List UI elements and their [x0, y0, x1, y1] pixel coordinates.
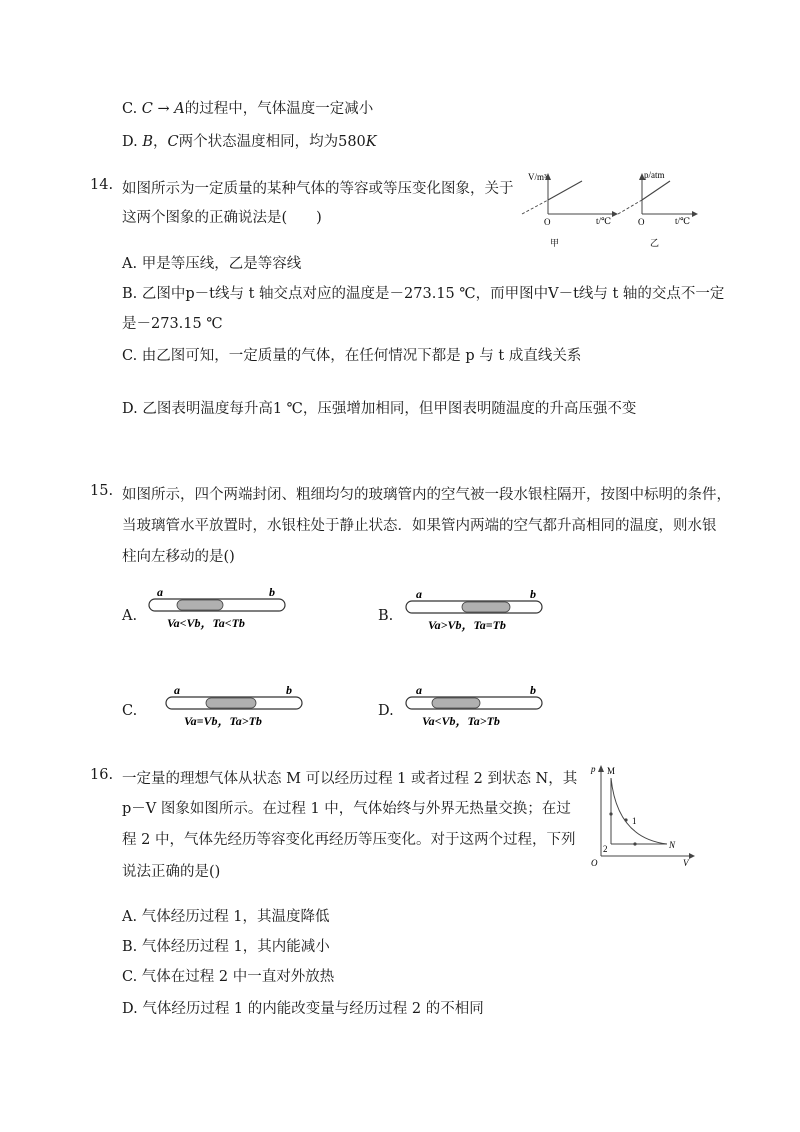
y-label: p/atm [644, 170, 665, 180]
q14-stem-line1: 如图所示为一定质量的某种气体的等容或等压变化图象，关于 [122, 181, 514, 197]
q14-figure [520, 168, 700, 256]
q16-option-a [122, 905, 330, 926]
option-text: 由乙图可知，一定质量的气体，在任何情况下都是 p 与 t 成直线关系 [141, 348, 582, 364]
state-m-label: M [607, 766, 616, 776]
option-letter: C. [122, 969, 138, 985]
mercury-column [432, 698, 480, 708]
option-letter: D. [122, 401, 138, 417]
option-letter: B. [122, 286, 138, 302]
q15-tube-d [402, 682, 552, 732]
q16-stem-line3: 程 2 中，气体先经历等容变化再经历等压变化。对于这两个过程，下列 [122, 832, 576, 848]
q14-number: 14. [90, 177, 114, 193]
process-2-label: 2 [603, 844, 608, 854]
option-text: 乙图表明温度每升高1 ℃，压强增加相同，但甲图表明随温度的升高压强不变 [142, 401, 637, 417]
q15-option-a-letter: A. [122, 608, 138, 624]
q15-tube-b [402, 586, 552, 636]
y-label: V/m³ [528, 172, 547, 182]
q16-stem-line4: 说法正确的是() [122, 864, 221, 880]
graph-yi [618, 170, 698, 248]
option-text: 气体经历过程 1 的内能改变量与经历过程 2 的不相同 [142, 1001, 484, 1017]
q15-stem-line2: 当玻璃管水平放置时，水银柱处于静止状态．如果管内两端的空气都升高相同的温度，则水银 [122, 518, 717, 534]
option-text: 两个状态温度相同，均为 [178, 134, 339, 150]
end-b-label: b [530, 587, 536, 601]
option-letter: D. [122, 1001, 138, 1017]
mercury-column [206, 698, 256, 708]
option-text: 气体经历过程 1，其内能减小 [141, 939, 330, 955]
q16-stem-line2: p－V 图象如图所示。在过程 1 中，气体始终与外界无热量交换；在过 [122, 801, 571, 817]
q16-option-d [122, 997, 484, 1018]
state-b: B [142, 134, 153, 150]
q14-option-b-line2: 是－273.15 ℃ [122, 316, 223, 332]
q14-option-b-line1 [122, 282, 724, 303]
vt-line [548, 181, 582, 200]
q16-number: 16. [90, 767, 114, 783]
option-text: 气体经历过程 1，其温度降低 [141, 909, 330, 925]
temperature-value: 580 [338, 134, 366, 150]
extension-line [618, 200, 642, 214]
option-text: 的过程中，气体温度一定减小 [184, 101, 374, 117]
q14-stem-line2: 这两个图象的正确说法是( ) [122, 210, 322, 226]
q16-option-b [122, 935, 330, 956]
origin-label: O [591, 858, 598, 868]
q13-option-d [122, 130, 377, 151]
q13-option-c [122, 97, 373, 118]
mercury-column [177, 600, 223, 610]
q15-tube-a [145, 584, 295, 634]
end-b-label: b [530, 683, 536, 697]
q14-option-d [122, 397, 636, 418]
q15-number: 15. [90, 483, 114, 499]
state-c: C [167, 134, 179, 150]
q15-tube-c [162, 682, 312, 732]
pt-line [642, 181, 670, 200]
state-a: A [174, 101, 185, 117]
q14-option-a [122, 252, 301, 273]
process-1-curve [611, 778, 667, 844]
option-letter: B. [122, 939, 138, 955]
option-text: 气体在过程 2 中一直对外放热 [141, 969, 335, 985]
q15-stem-line1: 如图所示，四个两端封闭、粗细均匀的玻璃管内的空气被一段水银柱隔开，按图中标明的条件， [122, 487, 731, 503]
q15-option-c-letter: C. [122, 703, 138, 719]
temperature-unit: K [365, 134, 377, 150]
end-a-label: a [416, 587, 422, 601]
state-c: C [141, 101, 153, 117]
option-letter: C. [122, 348, 138, 364]
tube-condition: Va<Vb，Ta<Tb [167, 616, 245, 630]
mercury-column [462, 602, 510, 612]
q15-stem-line3: 柱向左移动的是() [122, 549, 235, 565]
q16-option-c [122, 965, 334, 986]
option-text: 乙图中p－t线与 t 轴交点对应的温度是－273.15 ℃，而甲图中V－t线与 t 轴的交点不一定 [141, 286, 725, 302]
tube-condition: Va<Vb，Ta>Tb [422, 714, 500, 728]
x-label: t/℃ [675, 216, 691, 226]
end-a-label: a [157, 585, 163, 599]
option-letter: D. [122, 134, 138, 150]
q16-pv-diagram [585, 762, 697, 868]
origin-label: O [638, 217, 645, 227]
graph-jia [522, 172, 618, 248]
v-label: V [683, 858, 689, 868]
tube-condition: Va>Vb，Ta=Tb [428, 618, 506, 632]
x-label: t/℃ [596, 216, 612, 226]
state-n-label: N [669, 840, 676, 850]
end-b-label: b [286, 683, 292, 697]
arrow: → [157, 101, 170, 117]
extension-line [522, 200, 548, 214]
q16-stem-line1: 一定量的理想气体从状态 M 可以经历过程 1 或者过程 2 到状态 N，其 [122, 771, 578, 787]
end-a-label: a [416, 683, 422, 697]
origin-label: O [544, 217, 551, 227]
q14-option-c [122, 344, 581, 365]
option-letter: C. [122, 101, 138, 117]
caption: 乙 [650, 238, 660, 248]
option-text: 甲是等压线，乙是等容线 [141, 256, 302, 272]
option-letter: A. [122, 909, 138, 925]
option-letter: A. [122, 256, 138, 272]
separator: ， [152, 134, 168, 150]
caption: 甲 [550, 238, 560, 248]
process-1-label: 1 [632, 816, 637, 826]
end-a-label: a [174, 683, 180, 697]
p-label: p [591, 764, 596, 774]
q15-option-b-letter: B. [378, 608, 394, 624]
q15-option-d-letter: D. [378, 703, 394, 719]
end-b-label: b [269, 585, 275, 599]
tube-condition: Va=Vb，Ta>Tb [184, 714, 262, 728]
